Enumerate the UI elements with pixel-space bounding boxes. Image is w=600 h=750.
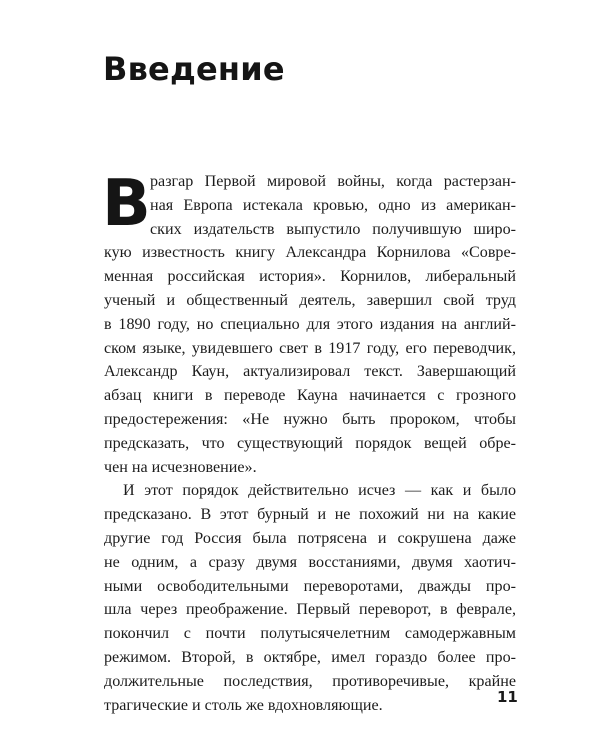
text-line: предостережения: «Не нужно быть пророком, чтобы: [104, 410, 516, 428]
text-line: предсказать, что существующий порядок вещей обре-: [104, 434, 516, 452]
text-line: ских издательств выпустило получившую широ-: [150, 220, 516, 238]
text-line: режимом. Второй, в октябре, имел гораздо более про-: [104, 648, 516, 666]
paragraph-2: [104, 479, 516, 717]
page-number: 11: [497, 688, 518, 706]
text-line: предсказано. В этот бурный и не похожий ни на какие: [104, 506, 516, 524]
text-line: ском языке, увидевшего свет в 1917 году, его переводчик,: [104, 339, 516, 357]
chapter-title: Введение: [103, 50, 285, 88]
text-line: ная Европа истекала кровью, одно из американ-: [150, 196, 516, 214]
text-line: в 1890 году, но специально для этого издания на англий-: [104, 315, 516, 333]
text-line: должительные последствия, противоречивые, крайне: [104, 672, 516, 690]
text-line: не одним, а сразу двумя восстаниями, двумя хаотич-: [104, 553, 516, 571]
text-line: шла через преображение. Первый переворот, в феврале,: [104, 601, 516, 619]
text-line: другие год Россия была потрясена и сокрушена даже: [104, 529, 516, 547]
text-line: менная российская история». Корнилов, либеральный: [104, 268, 516, 286]
paragraph-1: [102, 167, 516, 479]
text-line: ученый и общественный деятель, завершил свой труд: [104, 291, 516, 309]
drop-cap-letter: В: [102, 167, 151, 241]
text-line: И этот порядок действительно исчез — как и было: [123, 482, 516, 500]
text-line: чен на исчезновение».: [104, 458, 257, 476]
text-line: Александр Каун, актуализировал текст. Завершающий: [104, 363, 516, 381]
text-line: кую известность книгу Александра Корнилова «Совре-: [104, 244, 516, 262]
text-line: разгар Первой мировой войны, когда растерзан-: [150, 173, 516, 190]
text-line: абзац книги в переводе Кауна начинается с грозного: [104, 387, 516, 405]
text-line: трагические и столь же вдохновляющие.: [104, 696, 383, 714]
body-text: [102, 167, 516, 717]
text-line: покончил с почти полутысячелетним самодержавным: [104, 625, 516, 643]
text-line: ными освободительными переворотами, дважды про-: [104, 577, 516, 595]
